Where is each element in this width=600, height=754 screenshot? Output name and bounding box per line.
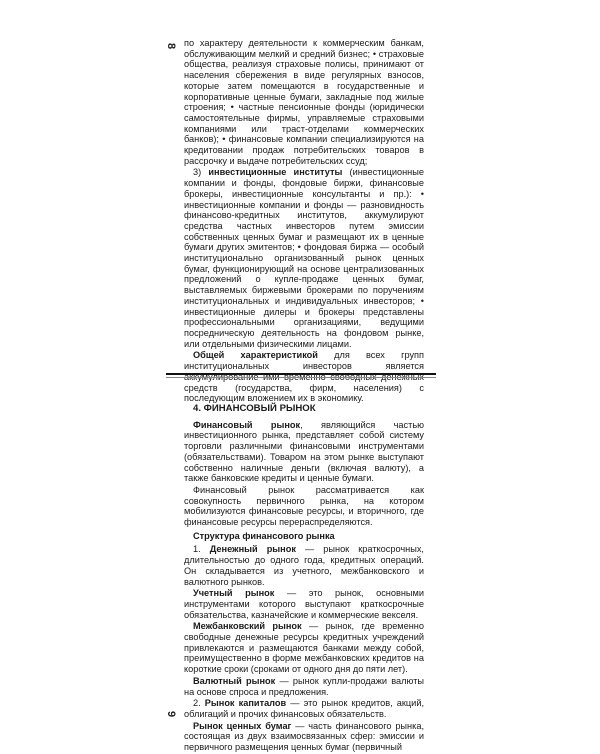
page-number-bottom: 9: [165, 710, 178, 718]
paragraph: Общей характеристикой для всех групп институциональных инвесторов является аккумулирование ими временно свободных денежных средств (государства, фирм, населения) с последующим вложением их в экономику.: [184, 350, 424, 404]
bottom-page-text: [184, 404, 424, 754]
paragraph: по характеру деятельности к коммерческим банкам, обслуживающим мелкий и средний бизнес; • страховые общества, реализуя страховые полисы, принимают от населения сбережения в виде регулярных взносов, которые затем помещаются в государственные и корпоративные ценные бумаги, закладные под жилые строения; • частные пенсионные фонды (юридически самостоятельные фирмы, управляемые страховыми компаниями или траст-отделами коммерческих банков); • финансовые компании специализируются на кредитовании продаж потребительских товаров в рассрочку и выдаче потребительских ссуд;: [184, 38, 424, 166]
paragraph: 1. Денежный рынок — рынок краткосрочных, длительностью до одного года, кредитных операций. Он складывается из учетного, межбанковского и валютного рынков.: [184, 544, 424, 587]
page-divider: [166, 373, 436, 375]
paragraph: Валютный рынок — рынок купли-продажи валюты на основе спроса и предложения.: [184, 675, 424, 697]
paragraph: 3) инвестиционные институты (инвестиционные компании и фонды, фондовые биржи, финансовые брокеры, инвестиционные консультанты и пр.): • инвестиционные компании и фонды — разновидность финансово-кредитных институтов, аккумулируют средства частных инвесторов путем эмиссии собственных ценных бумаг и размещают их в ценные бумаги других эмитентов; • фондовая биржа — особый институционально организованный рынок ценных бумаг, функционирующий на основе централизованных предложений о купле-продаже ценных бумаг, выставляемых биржевыми брокерами по поручениям институциональных и индивидуальных инвесторов; • инвестиционные дилеры и брокеры представлены профессиональными организациями, ведущими посредническую деятельность на фондовом рынке, или отдельными физическими лицами.: [184, 167, 424, 349]
page-number-top: 8: [165, 42, 178, 50]
paragraph: Учетный рынок — это рынок, основными инструментами которого выступают краткосрочные обязательства, казначейские и коммерческие векселя.: [184, 588, 424, 620]
section-title: 4. ФИНАНСОВЫЙ РЫНОК: [193, 403, 316, 414]
paragraph: Финансовый рынок, являющийся частью инвестиционного рынка, представляет собой систему торговли различными финансовыми инструментами (обязательствами). Товаром на этом рынке выступают собственно наличные деньги (включая валюту), а также банковские кредиты и ценные бумаги.: [184, 419, 424, 484]
top-page-text: [184, 38, 424, 405]
paragraph: Рынок ценных бумаг — часть финансового рынка, состоящая из двух взаимосвязанных сфер: эмиссии и первичного размещения ценных бумаг (первичный: [184, 720, 424, 753]
paragraph: Межбанковский рынок — рынок, где временно свободные денежные ресурсы кредитных учреждений привлекаются и размещаются банками между собой, преимущественно в форме межбанковских кредитов на короткие сроки (сроками от одного дня до пяти лет).: [184, 621, 424, 675]
subsection-title: Структура финансового рынка: [193, 530, 335, 541]
paragraph: Финансовый рынок рассматривается как совокупность первичного рынка, на котором мобилизуются финансовые ресурсы, и вторичного, где финансовые ресурсы перераспределяются.: [184, 484, 424, 528]
paragraph: 2. Рынок капиталов — это рынок кредитов, акций, облигаций и прочих финансовых обязательств.: [184, 698, 424, 719]
